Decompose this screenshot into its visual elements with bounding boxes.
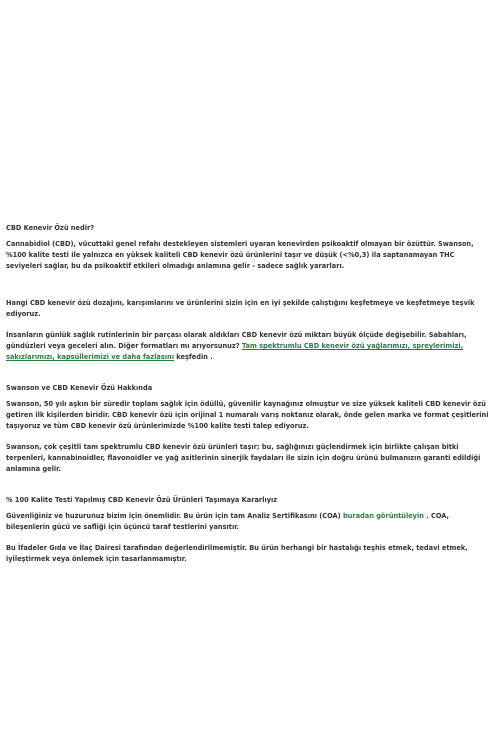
paragraph-quality-testing bbox=[6, 511, 490, 533]
dosage-text-before-link: İnsanların günlük sağlık rutinlerinin bir parçası olarak aldıkları CBD kenevir özü miktarı büyük ölçüde değişebilir. Sabahları, gündüzleri veya geceleri alın. Diğer formatları mı arıyorsunuz? bbox=[6, 331, 467, 350]
paragraph-about-swanson-2: Swanson, çok çeşitli tam spektrumlu CBD kenevir özü ürünleri taşır; bu, sağlığınızı güçlendirmek için birlikte çalışan bitki terpenleri, kannabinoidler, flavonoidler ve yağ asitlerinin sinerjik faydaları ile sizin için doğru ürünü bulmanızın garanti edildiği anlamına gelir. bbox=[6, 443, 481, 473]
paragraph-dosage-intro: Hangi CBD kenevir özü dozajını, karışımlarını ve ürünlerini sizin için en iyi şekilde çalıştığını keşfetmeye ve keşfetmeye teşvik ediyoruz. bbox=[6, 299, 475, 318]
cbd-products-link[interactable]: Tam spektrumlu CBD kenevir özü yağlarımızı, spreylerimizi, sakızlarımızı, kapsüllerimizi ve daha fazlasını bbox=[6, 342, 464, 361]
testing-text-after-link: . COA, bileşenlerin gücü ve safliği için üçüncü taraf testlerini yansıtır. bbox=[6, 512, 450, 531]
paragraph-what-is-cbd: Cannabidiol (CBD), vücuttaki genel refahı destekleyen sistemleri uyaran kenevirden psikoaktif olmayan bir özüttür. Swanson, %100 kalite testi ile yalnızca en yüksek kaliteli CBD kenevir özü ürünlerini taşır ve düşük (<%0,3) ila saptanamayan THC seviyeleri sağlar, bu da psikoaktif etkileri olmadığı anlamına gelir - sadece sağlık yararları. bbox=[6, 240, 474, 270]
section-heading-what-is-cbd: CBD Kenevir Özü nedir? bbox=[6, 224, 95, 232]
paragraph-fda-disclaimer: Bu İfadeler Gıda ve İlaç Dairesi tarafından değerlendirilmemiştir. Bu ürün herhangi bir hastalığı teşhis etmek, tedavi etmek, iyileştirmek veya önlemek için tasarlanmamıştır. bbox=[6, 544, 468, 563]
coa-view-link[interactable]: buradan görüntüleyin bbox=[342, 512, 424, 520]
dosage-text-after-link: keşfedin . bbox=[176, 353, 213, 361]
testing-text-before-link: Güvenliğiniz ve huzurunuz bizim için önemlidir. Bu ürün için tam Analiz Sertifikasını (COA) bbox=[6, 512, 341, 520]
product-description bbox=[6, 223, 490, 565]
paragraph-dosage-body bbox=[6, 330, 490, 363]
paragraph-about-swanson-1: Swanson, 50 yılı aşkın bir süredir toplam sağlık için ödüllü, güvenilir kaynağınız olmuştur ve size yüksek kaliteli CBD kenevir özü getiren ilk kişilerden biridir. CBD kenevir özü için orijinal 1 numaralı varış noktanız olarak, önde gelen marka ve format çeşitlerini taşıyoruz ve tüm CBD kenevir özü ürünlerimizde %100 kalite testi talep ediyoruz. bbox=[6, 400, 489, 430]
section-heading-about-swanson: Swanson ve CBD Kenevir Özü Hakkında bbox=[6, 384, 153, 392]
section-heading-quality-testing: % 100 Kalite Testi Yapılmış CBD Kenevir Özü Ürünleri Taşımaya Kararlıyız bbox=[6, 496, 278, 504]
